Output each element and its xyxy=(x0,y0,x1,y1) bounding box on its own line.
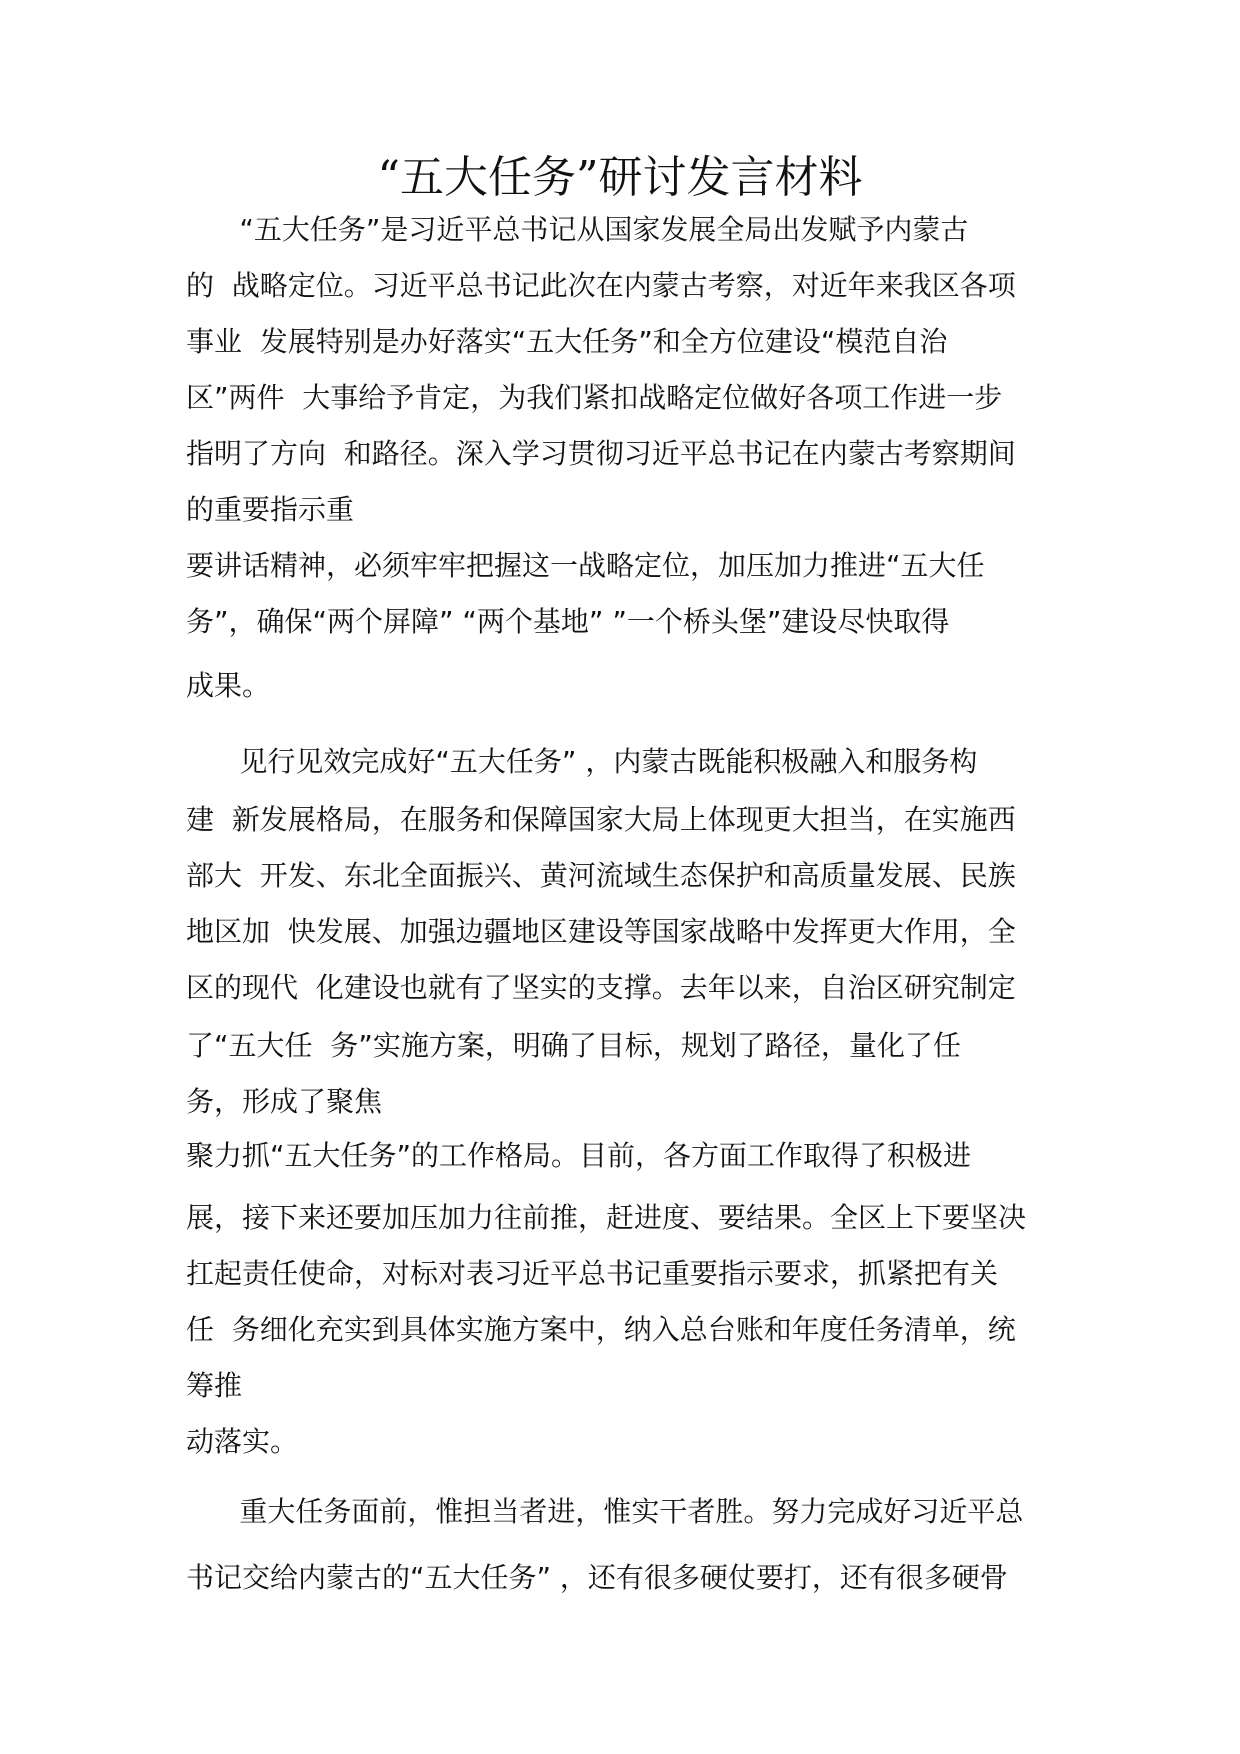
body-line: “五大任务”是习近平总书记从国家发展全局出发赋予内蒙古 xyxy=(186,213,969,246)
body-line: 地区加 快发展、加强边疆地区建设等国家战略中发挥更大作用，全 xyxy=(186,915,1016,948)
body-line: 事业 发展特别是办好落实“五大任务”和全方位建设“模范自治 xyxy=(186,325,948,358)
body-line: 任 务细化充实到具体实施方案中，纳入总台账和年度任务清单，统 xyxy=(186,1313,1016,1346)
body-line: 建 新发展格局，在服务和保障国家大局上体现更大担当，在实施西 xyxy=(186,803,1016,836)
body-line: 要讲话精神，必须牢牢把握这一战略定位，加压加力推进“五大任 xyxy=(186,549,985,582)
body-line: 筹推 xyxy=(186,1369,243,1402)
body-line: 务，形成了聚焦 xyxy=(186,1085,383,1118)
body-line: 展，接下来还要加压加力往前推，赶进度、要结果。全区上下要坚决 xyxy=(186,1201,1027,1234)
body-line: 动落实。 xyxy=(186,1425,299,1458)
body-line: 见行见效完成好“五大任务” ，内蒙古既能积极融入和服务构 xyxy=(186,745,978,778)
body-line: 成果。 xyxy=(186,669,271,702)
body-line: 区的现代 化建设也就有了坚实的支撑。去年以来，自治区研究制定 xyxy=(186,971,1016,1004)
body-line: 区”两件 大事给予肯定，为我们紧扣战略定位做好各项工作进一步 xyxy=(186,381,1003,414)
body-line: 重大任务面前，惟担当者进，惟实干者胜。努力完成好习近平总 xyxy=(186,1495,1024,1528)
body-line: 的 战略定位。习近平总书记此次在内蒙古考察，对近年来我区各项 xyxy=(186,269,1016,302)
body-line: 书记交给内蒙古的“五大任务” ，还有很多硬仗要打，还有很多硬骨 xyxy=(186,1561,1008,1594)
body-line: 的重要指示重 xyxy=(186,493,355,526)
document-title: “五大任务”研讨发言材料 xyxy=(377,152,863,203)
body-line: 了“五大任 务”实施方案，明确了目标，规划了路径，量化了任 xyxy=(186,1029,961,1062)
body-line: 部大 开发、东北全面振兴、黄河流域生态保护和高质量发展、民族 xyxy=(186,859,1016,892)
body-line: 指明了方向 和路径。深入学习贯彻习近平总书记在内蒙古考察期间 xyxy=(186,437,1016,470)
body-line: 务”，确保“两个屏障” “两个基地” ”一个桥头堡”建设尽快取得 xyxy=(186,605,950,638)
body-line: 扛起责任使命，对标对表习近平总书记重要指示要求，抓紧把有关 xyxy=(186,1257,999,1290)
body-line: 聚力抓“五大任务”的工作格局。目前，各方面工作取得了积极进 xyxy=(186,1139,972,1172)
